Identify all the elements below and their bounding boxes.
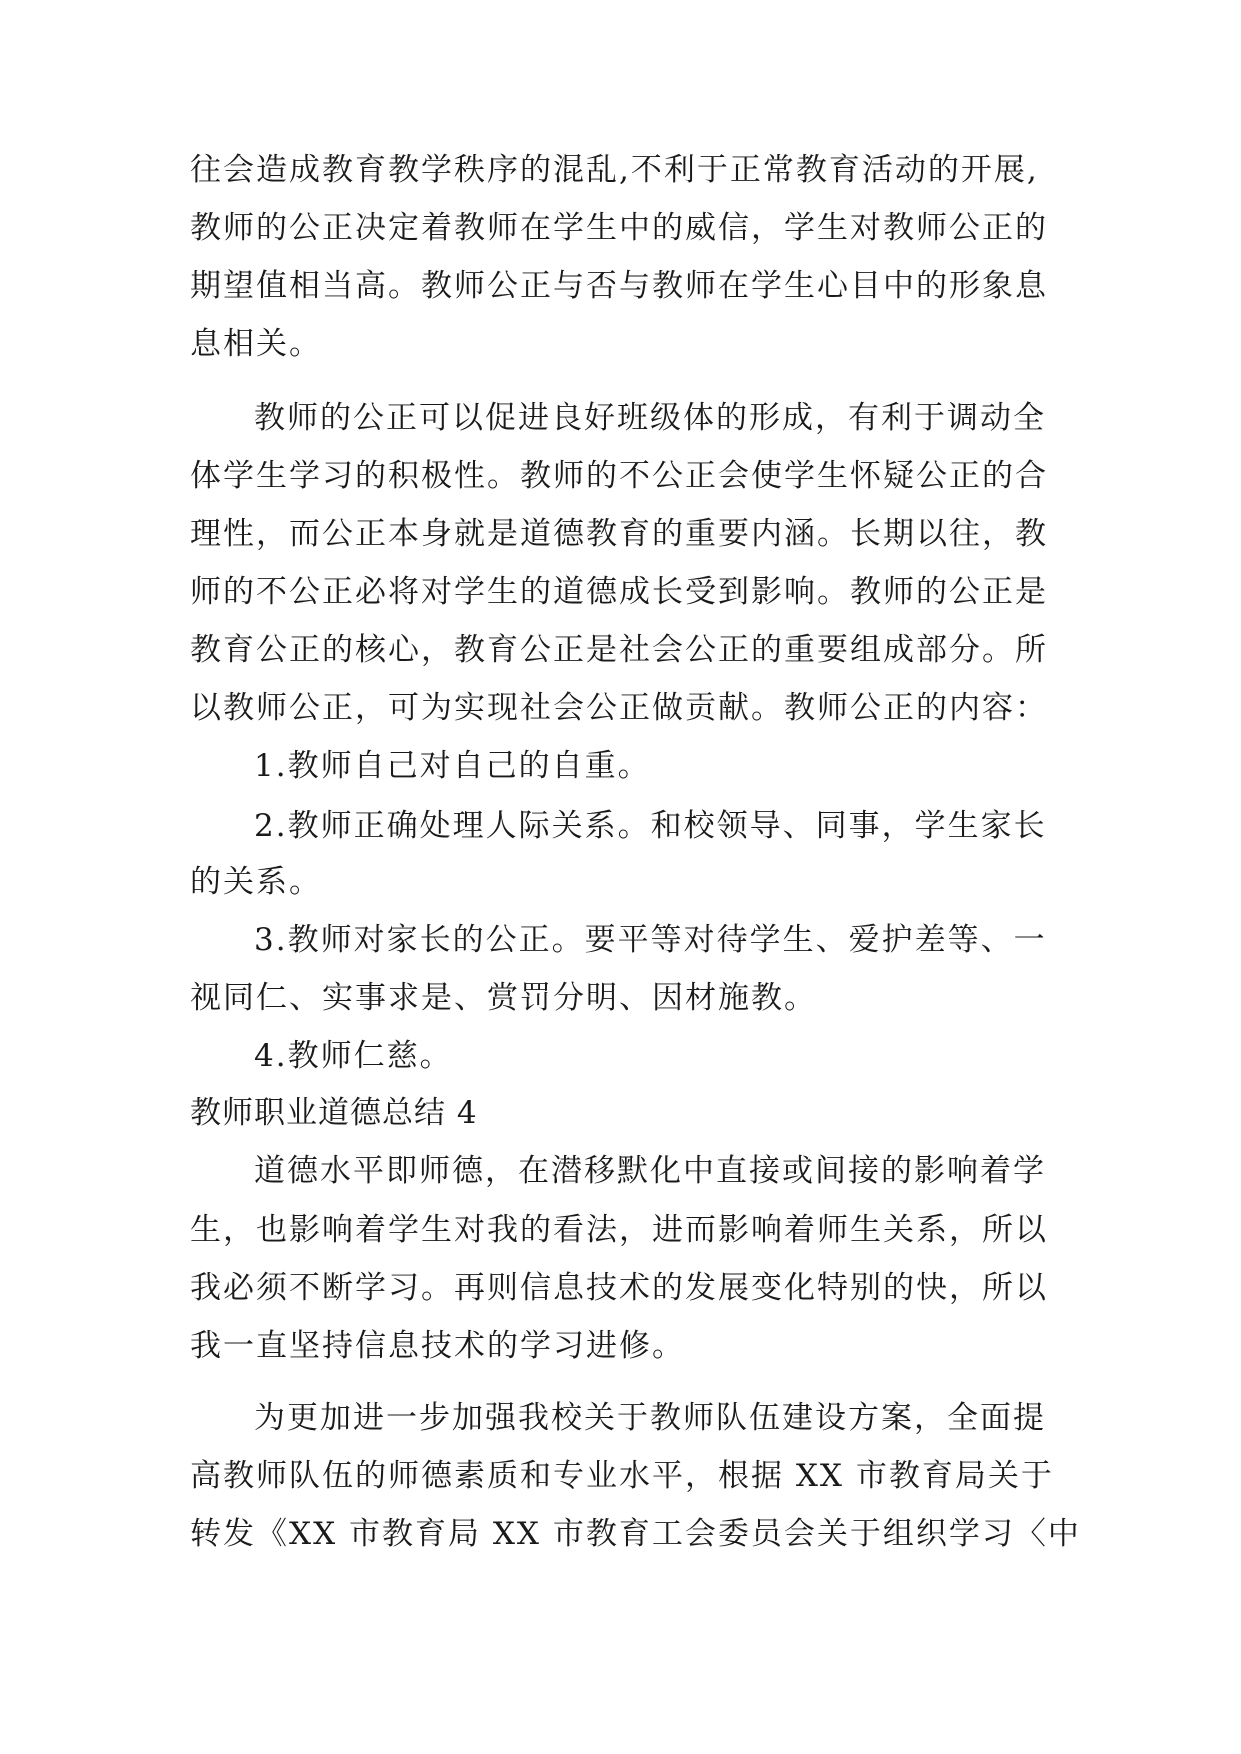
text-line: 教师的公正可以促进良好班级体的形成，有利于调动全	[254, 400, 1046, 436]
text-line: 教育公正的核心，教育公正是社会公正的重要组成部分。所	[190, 632, 1048, 668]
section-heading: 教师职业道德总结 4	[190, 1095, 478, 1131]
text-line: 期望值相当高。教师公正与否与教师在学生心目中的形象息	[190, 268, 1048, 304]
text-line: 道德水平即师德，在潜移默化中直接或间接的影响着学	[254, 1153, 1046, 1189]
text-line: 的关系。	[190, 864, 322, 900]
list-item: 2.教师正确处理人际关系。和校领导、同事，学生家长	[254, 808, 1047, 844]
text-line: 我一直坚持信息技术的学习进修。	[190, 1328, 685, 1364]
text-line: 理性，而公正本身就是道德教育的重要内涵。长期以往，教	[190, 516, 1048, 552]
text-line: 视同仁、实事求是、赏罚分明、因材施教。	[190, 980, 817, 1016]
text-line: 为更加进一步加强我校关于教师队伍建设方案，全面提	[254, 1400, 1046, 1436]
list-item: 1.教师自己对自己的自重。	[254, 748, 651, 784]
list-item: 3.教师对家长的公正。要平等对待学生、爱护差等、一	[254, 922, 1047, 958]
text-line: 息相关。	[190, 326, 322, 362]
text-line: 生，也影响着学生对我的看法，进而影响着师生关系，所以	[190, 1212, 1048, 1248]
text-line: 往会造成教育教学秩序的混乱,不利于正常教育活动的开展,	[190, 152, 1039, 188]
text-line: 以教师公正，可为实现社会公正做贡献。教师公正的内容：	[190, 690, 1048, 726]
text-line: 我必须不断学习。再则信息技术的发展变化特别的快，所以	[190, 1270, 1048, 1306]
text-line: 教师的公正决定着教师在学生中的威信，学生对教师公正的	[190, 210, 1048, 246]
text-line: 体学生学习的积极性。教师的不公正会使学生怀疑公正的合	[190, 458, 1048, 494]
list-item: 4.教师仁慈。	[254, 1038, 453, 1074]
text-line: 高教师队伍的师德素质和专业水平，根据 XX 市教育局关于	[190, 1458, 1054, 1494]
text-line: 师的不公正必将对学生的道德成长受到影响。教师的公正是	[190, 574, 1048, 610]
text-line: 转发《XX 市教育局 XX 市教育工会委员会关于组织学习〈中	[190, 1516, 1081, 1552]
